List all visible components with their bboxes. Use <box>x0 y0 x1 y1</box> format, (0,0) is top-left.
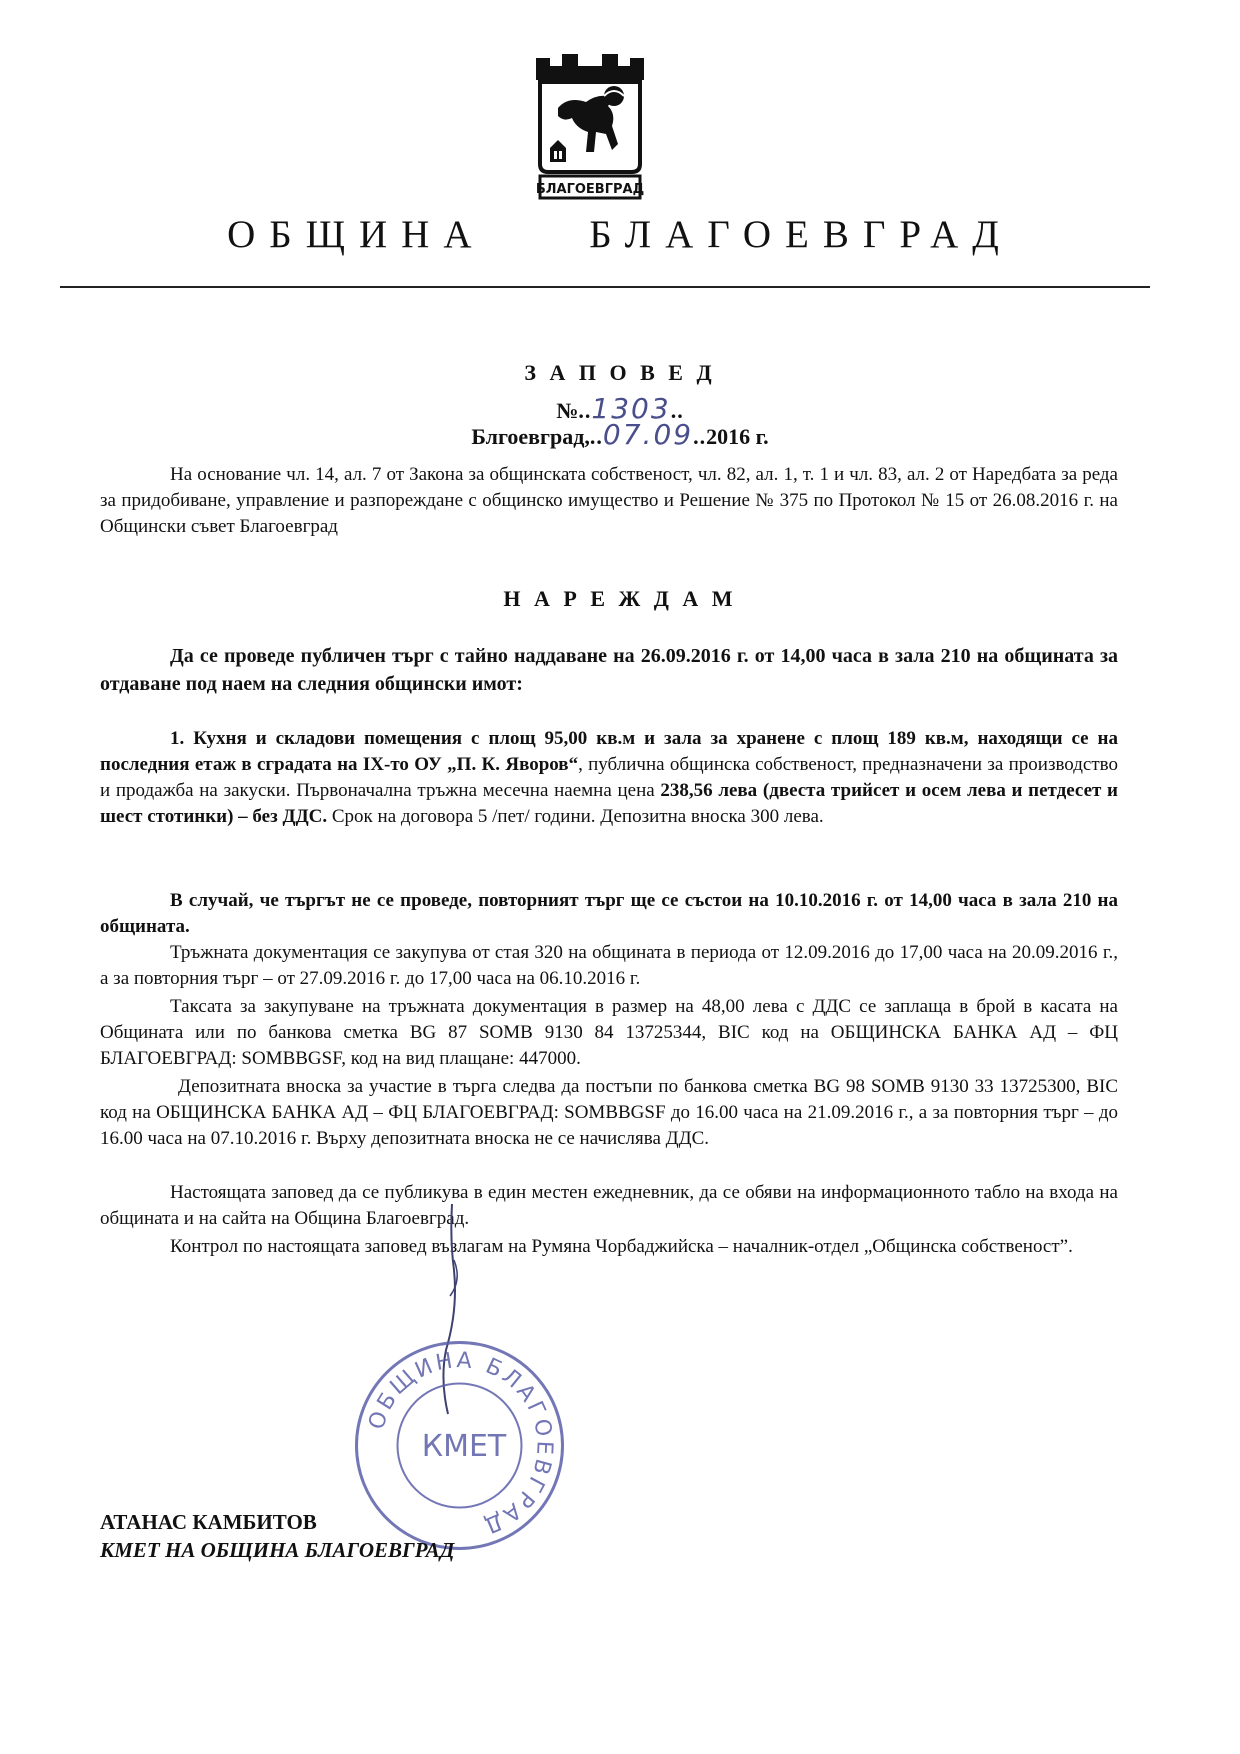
item-1-paragraph <box>100 726 1118 830</box>
order-number-handwritten: 1303 <box>591 392 671 425</box>
stamp-center-text: КМЕТ <box>421 1429 507 1464</box>
order-date-dots-before: .. <box>589 424 603 449</box>
order-number-dots-before: .. <box>578 398 592 423</box>
order-title: З А П О В Е Д <box>524 360 716 385</box>
org-word-1: ОБЩИНА <box>227 213 486 256</box>
order-number-prefix: № <box>556 398 579 423</box>
item-1-price: 238,56 лева (двеста трийсет и осем лева и петдесет и шест стотинки) – без ДДС. <box>100 780 1118 827</box>
order-city: Блгоевград, <box>471 424 590 449</box>
official-stamp-icon <box>352 1338 567 1553</box>
auction-paragraph: Да се проведе публичен търг с тайно наддаване на 26.09.2016 г. от 14,00 часа в зала 210 на общината за отдаване под наем на следния общински имот: <box>100 645 1118 695</box>
repeat-auction-paragraph: В случай, че търгът не се проведе, повторният търг ще се състои на 10.10.2016 г. от 14,00 часа в зала 210 на общината. <box>100 890 1118 937</box>
control-paragraph: Контрол по настоящата заповед възлагам на Румяна Чорбаджийска – началник-отдел „Общинска собственост”. <box>170 1236 1073 1257</box>
order-date-handwritten: 07.09 <box>602 418 694 451</box>
signatory-name: АТАНАС КАМБИТОВ <box>100 1510 317 1534</box>
coat-of-arms-icon <box>528 52 652 200</box>
order-number-dots-after: .. <box>670 398 684 423</box>
order-year: 2016 г. <box>706 424 769 449</box>
fee-paragraph: Таксата за закупуване на тръжната документация в размер на 48,00 лева с ДДС се заплаща в брой в касата на Общината или по банкова сметка BG 87 SOMB 9130 84 13725344, BIC код на ОБЩИНСКА БАНКА АД – ФЦ БЛАГОЕВГРАД: SOMBBGSF, код на вид плащане: 447000. <box>100 996 1118 1069</box>
header-divider <box>60 286 1150 288</box>
item-1-text-2: Срок на договора 5 /пет/ години. Депозитна вноска 300 лева. <box>327 806 824 827</box>
decree-heading: Н А Р Е Ж Д А М <box>503 586 737 611</box>
item-1-bold: 1. Кухня и складови помещения с площ 95,00 кв.м и зала за хранене с площ 189 кв.м, находящи се на последния етаж в сградата на IX-то ОУ „П. К. Яворов“ <box>100 728 1118 775</box>
order-date <box>0 418 1240 451</box>
org-word-2: БЛАГОЕВГРАД <box>589 213 1013 256</box>
organization-name <box>0 210 1240 260</box>
signatory-role: КМЕТ НА ОБЩИНА БЛАГОЕВГРАД <box>100 1538 455 1562</box>
publication-paragraph: Настоящата заповед да се публикува в един местен ежедневник, да се обяви на информационното табло на входа на общината и на сайта на Община Благоевград. <box>100 1182 1118 1229</box>
crest-label: БЛАГОЕВГРАД <box>535 182 645 197</box>
order-date-dots-after: .. <box>693 424 707 449</box>
legal-basis-paragraph: На основание чл. 14, ал. 7 от Закона за общинската собственост, чл. 82, ал. 1, т. 1 и чл. 83, ал. 2 от Наредбата за реда за придобиване, управление и разпореждане с общинско имущество и Решение № 375 по Протокол № 15 от 26.08.2016 г. на Общински съвет Благоевград <box>100 464 1118 537</box>
deposit-paragraph: Депозитната вноска за участие в търга следва да постъпи по банкова сметка BG 98 SOMB 9130 33 13725300, BIC код на ОБЩИНСКА БАНКА АД – ФЦ БЛАГОЕВГРАД: SOMBBGSF до 16.00 часа на 21.09.2016 г., а за повторния търг – до 16.00 часа на 07.10.2016 г. Върху депозитната вноска не се начислява ДДС. <box>100 1076 1118 1149</box>
documentation-paragraph: Тръжната документация се закупува от стая 320 на общината в периода от 12.09.2016 до 17,00 часа на 20.09.2016 г., а за повторния търг – от 27.09.2016 г. до 17,00 часа на 06.10.2016 г. <box>100 942 1118 989</box>
item-1-text-1: , публична общинска собственост, предназначени за производство и продажба на закуски. Първоначална тръжна месечна наемна цена <box>100 754 1119 801</box>
stamp-ring-text: ОБЩИНА БЛАГОЕВГРАД <box>364 1348 557 1539</box>
